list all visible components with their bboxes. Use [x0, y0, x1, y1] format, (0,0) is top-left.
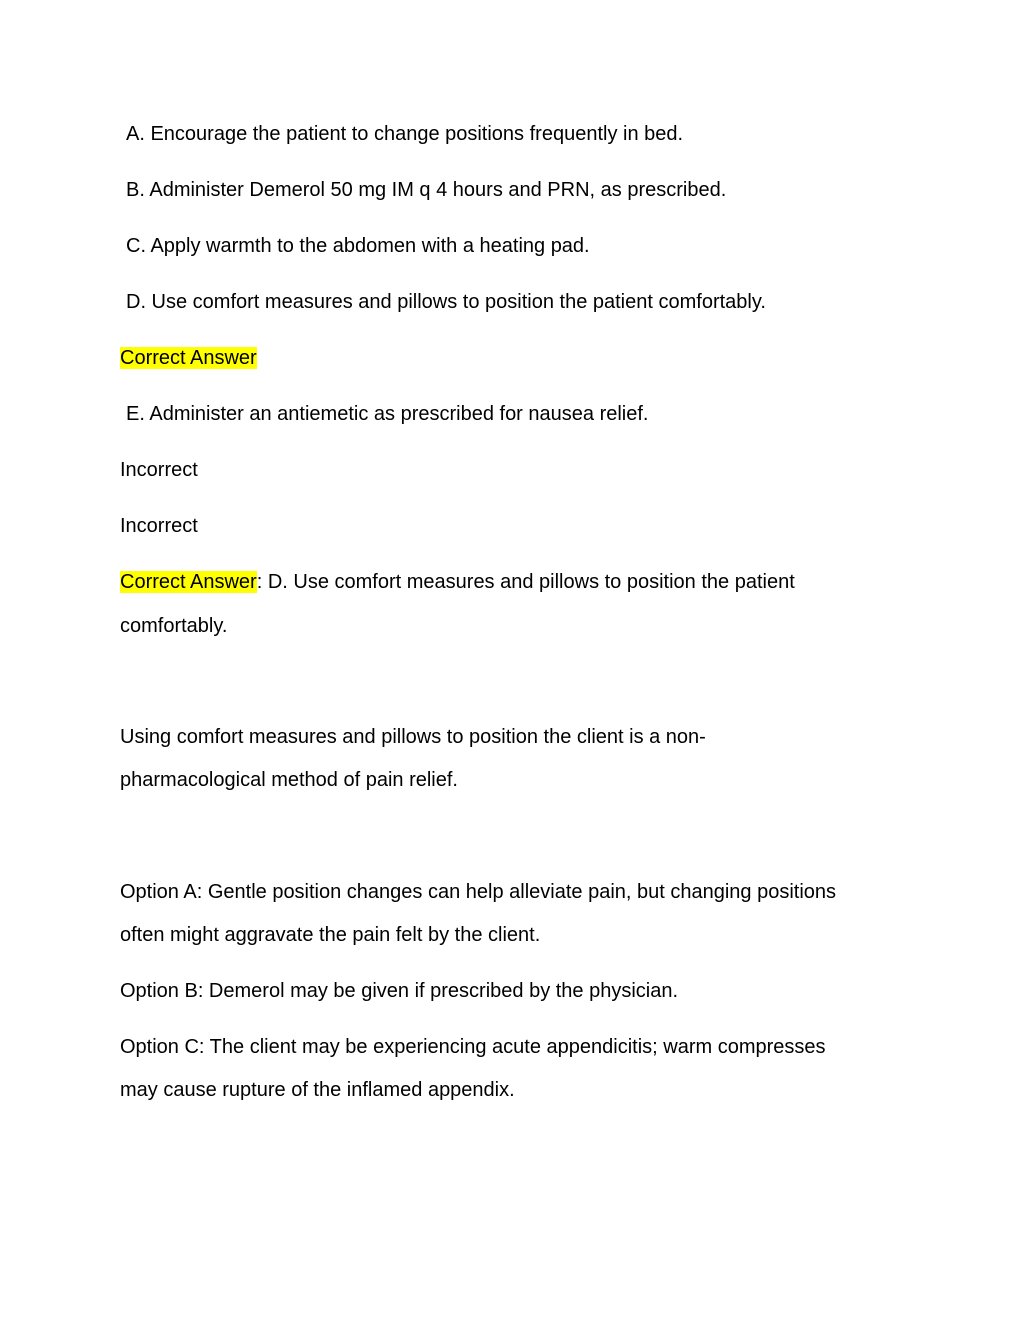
correct-answer-marker-line [120, 346, 257, 370]
rationale-c-line-2: may cause rupture of the inflamed appendix. [120, 1079, 515, 1101]
explanation-line-1: Using comfort measures and pillows to position the client is a non- [120, 726, 706, 748]
answer-line-1 [120, 570, 795, 594]
answer-line-2: comfortably. [120, 615, 228, 637]
explanation-line-2: pharmacological method of pain relief. [120, 769, 458, 791]
rationale-c-line-1: Option C: The client may be experiencing acute appendicitis; warm compresses [120, 1036, 826, 1058]
answer-text: : D. Use comfort measures and pillows to position the patient [256, 571, 795, 593]
incorrect-label-2: Incorrect [120, 515, 198, 537]
correct-answer-highlight: Correct Answer [120, 347, 257, 369]
rationale-a-line-1: Option A: Gentle position changes can help alleviate pain, but changing positions [120, 881, 837, 903]
option-b: B. Administer Demerol 50 mg IM q 4 hours and PRN, as prescribed. [126, 179, 727, 201]
option-a: A. Encourage the patient to change positions frequently in bed. [126, 123, 684, 145]
option-c: C. Apply warmth to the abdomen with a heating pad. [126, 235, 590, 257]
rationale-a-line-2: often might aggravate the pain felt by the client. [120, 924, 541, 946]
option-d: D. Use comfort measures and pillows to position the patient comfortably. [126, 291, 766, 313]
rationale-b: Option B: Demerol may be given if prescribed by the physician. [120, 980, 679, 1002]
option-e: E. Administer an antiemetic as prescribed for nausea relief. [126, 403, 649, 425]
incorrect-label-1: Incorrect [120, 459, 198, 481]
answer-label-highlight: Correct Answer [120, 571, 257, 593]
